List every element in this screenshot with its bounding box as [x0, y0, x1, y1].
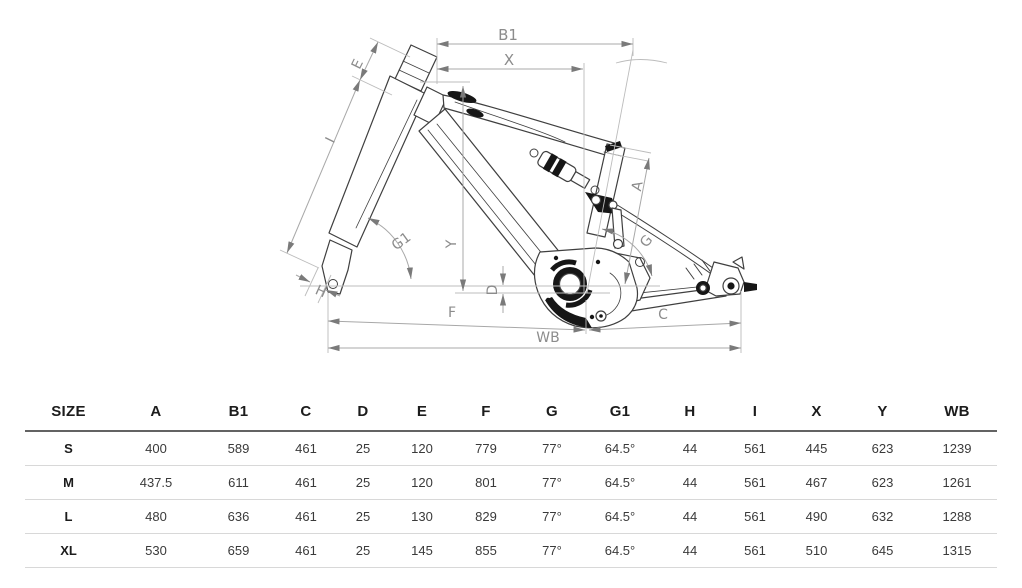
- dim-label-wb: WB: [536, 330, 560, 346]
- geometry-value: 480: [145, 509, 167, 524]
- geometry-value: 801: [475, 475, 497, 490]
- geometry-value: 561: [744, 475, 766, 490]
- dim-label-d: D: [484, 284, 501, 296]
- geometry-value: 44: [682, 543, 698, 558]
- geometry-value: 510: [805, 543, 828, 558]
- dim-h-left: [296, 275, 310, 282]
- column-header-f: F: [481, 402, 491, 420]
- dim-label-g1: G1: [388, 229, 415, 255]
- column-header-x: X: [811, 402, 822, 420]
- geometry-value: 25: [355, 441, 371, 456]
- dim-label-f: F: [447, 305, 457, 321]
- size-label: XL: [60, 543, 77, 558]
- column-header-wb: WB: [944, 402, 970, 420]
- geometry-value: 120: [411, 475, 433, 490]
- geometry-value: 77°: [542, 543, 562, 558]
- geometry-value: 44: [682, 441, 698, 456]
- dim-label-y: Y: [443, 239, 460, 249]
- geometry-value: 623: [871, 441, 894, 456]
- geometry-value: 461: [295, 509, 317, 524]
- geometry-value: 611: [228, 475, 249, 490]
- dim-label-g: G: [637, 232, 657, 251]
- table-row-size-xl: [25, 534, 997, 568]
- geometry-value: 77°: [542, 441, 562, 456]
- column-header-a: A: [150, 402, 162, 420]
- geometry-value: 659: [227, 543, 250, 558]
- dim-label-x: X: [503, 51, 515, 69]
- geometry-value: 779: [475, 441, 497, 456]
- geometry-value: 445: [805, 441, 828, 456]
- geometry-value: 400: [145, 441, 167, 456]
- geometry-value: 437.5: [139, 475, 173, 490]
- geometry-value: 1239: [942, 441, 972, 456]
- geometry-value: 44: [682, 509, 698, 524]
- geometry-value: 1261: [942, 475, 972, 490]
- geometry-value: 829: [475, 509, 497, 524]
- geometry-value: 130: [411, 509, 433, 524]
- dim-label-c: C: [658, 307, 668, 323]
- geometry-value: 1288: [942, 509, 972, 524]
- geometry-value: 645: [871, 543, 894, 558]
- geometry-value: 64.5°: [604, 543, 636, 558]
- column-header-i: I: [752, 402, 758, 420]
- size-label: M: [63, 475, 74, 490]
- geometry-value: 25: [355, 543, 371, 558]
- ext-arc-top-right: [616, 60, 667, 64]
- geometry-value: 64.5°: [604, 441, 636, 456]
- column-header-g1: G1: [609, 402, 631, 420]
- geometry-value: 145: [411, 543, 433, 558]
- geometry-value: 25: [355, 509, 371, 524]
- geometry-value: 589: [227, 441, 250, 456]
- geometry-value: 561: [744, 441, 766, 456]
- column-header-h: H: [684, 402, 696, 420]
- geometry-value: 632: [871, 509, 894, 524]
- geometry-value: 461: [295, 441, 317, 456]
- dim-label-e: E: [348, 56, 367, 72]
- table-header-row: [25, 392, 997, 431]
- size-label: L: [64, 509, 73, 524]
- geometry-value: 490: [805, 509, 828, 524]
- geometry-value: 1315: [942, 543, 972, 558]
- geometry-value: 25: [355, 475, 371, 490]
- geometry-value: 77°: [542, 509, 562, 524]
- column-header-y: Y: [877, 402, 888, 420]
- geometry-value: 64.5°: [604, 475, 636, 490]
- column-header-e: E: [416, 402, 428, 420]
- geometry-value: 530: [145, 543, 167, 558]
- column-header-c: C: [300, 402, 312, 420]
- geometry-value: 636: [227, 509, 250, 524]
- dim-label-h: H: [312, 282, 329, 302]
- geometry-value: 855: [475, 543, 497, 558]
- geometry-value: 561: [744, 543, 766, 558]
- geometry-value: 64.5°: [604, 509, 636, 524]
- size-label: S: [64, 441, 73, 456]
- table-row-size-l: [25, 500, 997, 534]
- dim-label-a: A: [629, 179, 647, 193]
- geometry-value: 461: [295, 475, 317, 490]
- column-header-d: D: [357, 402, 369, 420]
- dim-e: [360, 42, 378, 80]
- geometry-value: 623: [871, 475, 894, 490]
- geometry-value: 561: [744, 509, 766, 524]
- geometry-table: [25, 392, 997, 568]
- table-row-size-s: [25, 431, 997, 466]
- table-row-size-m: [25, 466, 997, 500]
- column-header-size: SIZE: [51, 402, 86, 420]
- dim-label-b1: B1: [498, 26, 518, 44]
- dim-label-i: I: [322, 135, 339, 146]
- geometry-value: 77°: [542, 475, 562, 490]
- geometry-value: 120: [411, 441, 433, 456]
- dim-f: [328, 321, 585, 330]
- geometry-value: 461: [295, 543, 317, 558]
- column-header-g: G: [546, 402, 558, 420]
- geometry-value: 44: [682, 475, 698, 490]
- column-header-b1: B1: [228, 402, 249, 420]
- geometry-value: 467: [805, 475, 828, 490]
